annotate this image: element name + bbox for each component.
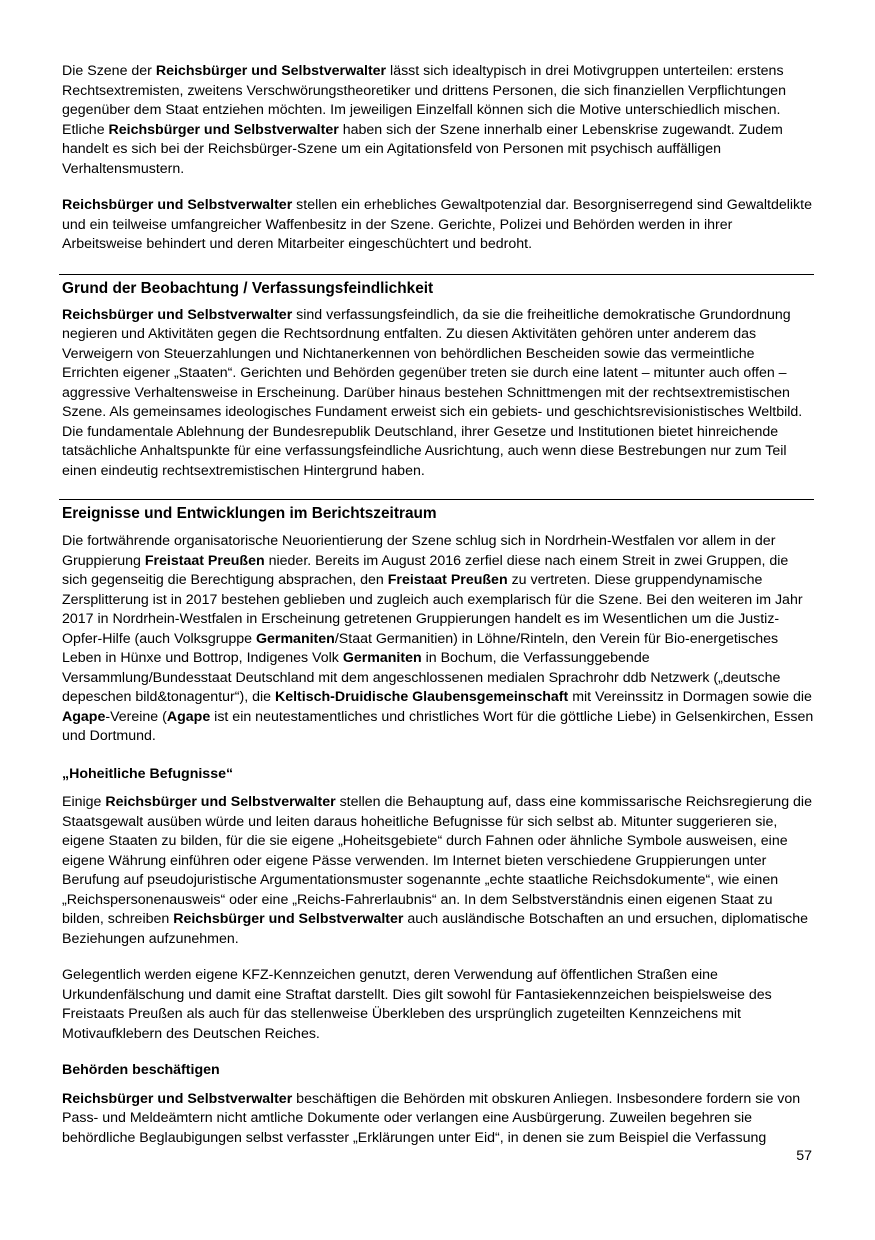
text-run: -Vereine ( [105, 708, 167, 725]
text-run: ist ein neutestamentliches und christliches Wort für die göttliche Liebe) in Gelsenkirchen, Essen und Dortmund. [62, 708, 814, 744]
document-page [62, 62, 814, 1148]
page-number: 57 [796, 1148, 812, 1164]
bold-term: Germaniten [342, 650, 422, 666]
sovereign-powers-paragraph-1 [62, 793, 814, 949]
text-run: lässt sich idealtypisch in drei Motivgruppen unterteilen: erstens Rechtsextremisten, zweitens Verschwörungstheoretiker und drittens Personen, die sich finanziellen Verpflichtungen gegenüber dem Staat entziehen möchten. Im jeweiligen Einzelfall können sich die Motive unterschiedlich mischen. Etliche [62, 63, 786, 138]
text-run: sind verfassungsfeindlich, da sie die freiheitliche demokratische Grundordnung negieren und Aktivitäten gegen die Rechtsordnung entfalten. Zu diesen Aktivitäten gehören unter anderem das Verweigern von Steuerzahlungen und Nichtanerkennen von behördlichen Bescheiden sowie das vermeintliche Errichten eigener „Staaten“. Gerichten und Behörden gegenüber treten sie durch eine latent – mitunter auch offen – aggressive Verhaltensweise in Erscheinung. Darüber hinaus bestehen Schnittmengen mit der rechtsextremistischen Szene. Als gemeinsames ideologisches Fundament erweist sich ein gebiets- und geschichtsrevisionistisches Weltbild. Die fundamentale Ablehnung der Bundesrepublik Deutschland, ihrer Gesetze und Institutionen bietet hinreichende tatsächliche Anhaltspunkte für eine verfassungsfeindliche Ausrichtung, auch wenn diese Bestrebungen nur zum Teil einen eindeutig rechtsextremistischen Hintergrund haben. [62, 306, 803, 479]
bold-term: Freistaat Preußen [144, 552, 265, 569]
text-run: haben sich der Szene innerhalb einer Lebenskrise zugewandt. Zudem handelt es sich bei der Reichsbürger-Szene um ein Agitationsfeld von Personen mit psychisch auffälligen Verhaltensmustern. [62, 121, 783, 177]
text-run: beschäftigen die Behörden mit obskuren Anliegen. Insbesondere fordern sie von Pass- und Meldeämtern nicht amtliche Dokumente oder verlangen eine Ausbürgerung. Zuweilen begehren sie behördliche Beglaubigungen selbst verfasster „Erklärungen unter Eid“, in denen sie zum Beispiel die Verfassung [62, 1090, 801, 1146]
occupy-authorities-paragraph [62, 1090, 814, 1149]
events-paragraph [62, 532, 814, 747]
bold-term: Agape [62, 708, 106, 725]
text-run: /Staat Germanitien) in Löhne/Rinteln, den Verein für Bio-energetisches Leben in Hünxe und Bottrop, Indigenes Volk [62, 630, 779, 666]
bold-term: Reichsbürger und Selbstverwalter [105, 794, 336, 810]
bold-term: Reichsbürger und Selbstverwalter [155, 63, 387, 79]
text-run: in Bochum, die Verfassunggebende Versammlung/Bundesstaat Deutschland mit dem angeschlossenen medialen Sprachrohr ddb Netzwerk („deutsche depeschen bild&tonagentur“), die [62, 650, 781, 705]
sovereign-powers-paragraph-2: Gelegentlich werden eigene KFZ-Kennzeichen genutzt, deren Verwendung auf öffentlichen Straßen eine Urkundenfälschung und damit eine Straftat darstellt. Dies gilt sowohl für Fantasiekennzeichen beispielsweise des Freistaats Preußen als auch für das stellenweise Überkleben des ursprünglich zugeteilten Kennzeichens mit Motivaufklebern des Deutschen Reiches. [62, 967, 772, 1042]
bold-term: Reichsbürger und Selbstverwalter [62, 197, 293, 213]
intro-paragraph-2 [62, 196, 814, 255]
bold-term: Freistaat Preußen [387, 572, 508, 588]
section-heading-events: Ereignisse und Entwicklungen im Berichtszeitraum [62, 505, 437, 522]
bold-term: Reichsbürger und Selbstverwalter [108, 121, 339, 138]
text-run: Die fortwährende organisatorische Neuorientierung der Szene schlug sich in Nordrhein-Westfalen vor allem in der Gruppierung [62, 533, 776, 569]
bold-term: Reichsbürger und Selbstverwalter [62, 1090, 293, 1107]
subheading-sovereign-powers: „Hoheitliche Befugnisse“ [62, 765, 234, 782]
bold-term: Germaniten [256, 630, 335, 647]
text-run: stellen ein erhebliches Gewaltpotenzial dar. Besorgniserregend sind Gewaltdelikte und ein teilweise umfangreicher Waffenbesitz in der Szene. Gerichte, Polizei und Behörden werden in ihrer Arbeitsweise behindert und deren Mitarbeiter eingeschüchtert und bedroht. [62, 197, 812, 252]
section-divider [59, 274, 814, 275]
intro-paragraph-1 [62, 62, 814, 179]
section-divider [59, 499, 814, 500]
subheading-occupy-authorities: Behörden beschäftigen [62, 1062, 220, 1078]
text-run: mit Vereinssitz in Dormagen sowie die [568, 689, 812, 705]
text-run: auch ausländische Botschaften an und ersuchen, diplomatische Beziehungen aufzunehmen. [62, 911, 809, 947]
text-run: Die Szene der [62, 63, 156, 79]
bold-term: Reichsbürger und Selbstverwalter [173, 911, 404, 927]
text-run: Einige [62, 794, 106, 810]
section-heading-observation: Grund der Beobachtung / Verfassungsfeindlichkeit [62, 279, 434, 297]
text-run: nieder. Bereits im August 2016 zerfiel diese nach einem Streit in zwei Gruppen, die sich gegenseitig die Berechtigung absprachen, den [62, 552, 789, 588]
bold-term: Keltisch-Druidische Glaubensgemeinschaft [274, 689, 569, 705]
text-run: zu vertreten. Diese gruppendynamische Zersplitterung ist in 2017 bestehen geblieben und zugleich auch exemplarisch für die Szene. Bei den weiteren im Jahr 2017 in Nordrhein-Westfalen in Erscheinung getretenen Gruppierungen handelt es im Wesentlichen um die Justiz-Opfer-Hilfe (auch Volksgruppe [62, 572, 803, 647]
text-run: stellen die Behauptung auf, dass eine kommissarische Reichsregierung die Staatsgewalt ausüben würde und leiten daraus hoheitliche Befugnisse für sich selbst ab. Mitunter suggerieren sie, eigene Staaten zu bilden, für die sie eigene „Hoheitsgebiete“ durch Fahnen oder ähnliche Symbole ausweisen, eine eigene Währung einführen oder eigene Pässe verwenden. Im Internet bieten verschiedene Gruppierungen unter Berufung auf pseudojuristische Argumentationsmuster sogenannte „echte staatliche Reichsdokumente“, wie einen „Reichspersonenausweis“ oder eine „Reichs-Fahrerlaubnis“ an. In dem Selbstverständnis einen eigenen Staat zu bilden, schreiben [62, 794, 812, 927]
bold-term: Reichsbürger und Selbstverwalter [62, 306, 293, 323]
observation-paragraph [62, 306, 814, 482]
bold-term: Agape [166, 708, 211, 725]
